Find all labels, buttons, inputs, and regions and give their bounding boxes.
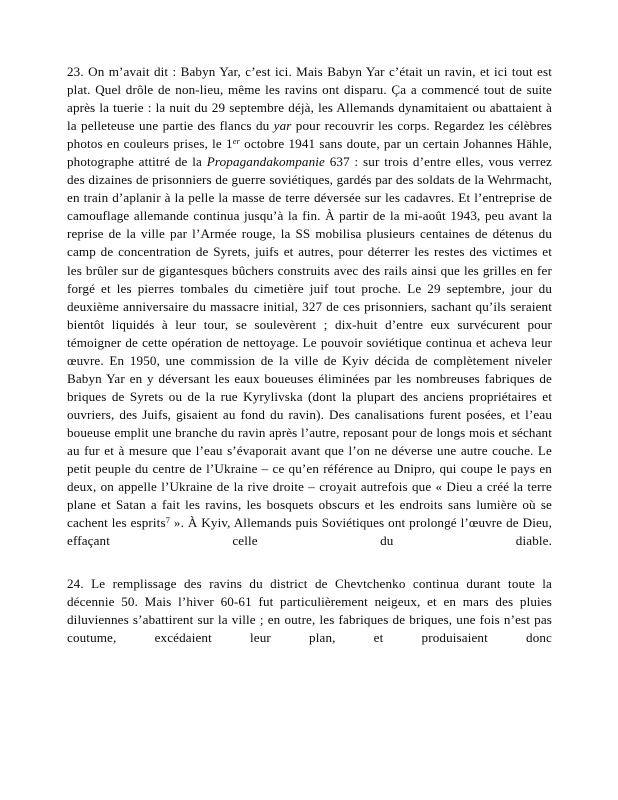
italic-text: Propagandakompanie	[206, 154, 325, 170]
paragraph-24	[67, 575, 552, 665]
body-text: 24. Le remplissage des ravins du district de Chevtchenko continua durant toute la décennie 50. Mais l’hiver 60-61 fut particulièrement neigeux, et en mars des pluies diluviennes s’abattirent sur la ville ; en outre, les fabriques de briques, une fois n’est pas coutume, excédaient leur plan, et produisaient donc	[67, 576, 552, 646]
body-text: 637 : sur trois d’entre elles, vous verrez des dizaines de prisonniers de guerre soviétiques, gardés par des soldats de la Wehrmacht, en train d’aplanir à la pelle la masse de terre déversée sur les cadavres. Et l’entreprise de camouflage allemande continua jusqu’à la fin. À partir de la mi-août 1943, peu avant la reprise de la ville par l’Armée rouge, la SS mobilisa plusieurs centaines de détenus du camp de concentration de Syrets, juifs et autres, pour déterrer les restes des victimes et les brûler sur de gigantesques bûchers construits avec des rails ainsi que les grilles en fer forgé et les pierres tombales du cimetière juif tout proche. Le 29 septembre, jour du deuxième anniversaire du massacre initial, 327 de ces prisonniers, sachant qu’ils seraient bientôt liquidés à leur tour, se soulevèrent ; dix-huit d’entre eux survécurent pour témoigner de cette opération de nettoyage. Le pouvoir soviétique continua et acheva leur œuvre. En 1950, une commission de la ville de Kyiv décida de complètement niveler Babyn Yar en y déversant les eaux boueuses éliminées par les nombreuses fabriques de briques de Syrets ou de la rue Kyrylivska (dont la plupart des anciens propriétaires et ouvriers, des Juifs, gisaient au fond du ravin). Des canalisations furent posées, et l’eau boueuse emplit une branche du ravin après l’autre, reposant pour de longs mois et séchant au fur et à mesure que l’eau s’évaporait avant que l’on ne déverse une autre couche. Le petit peuple du centre de l’Ukraine – ce qu’en référence au Dnipro, qui coupe le pays en deux, on appelle l’Ukraine de la rive droite – croyait autrefois que « Dieu a créé la terre plane et Satan a fait les ravins, les bosquets obscurs et les endroits sans lumière où se cachent les esprits	[67, 154, 552, 531]
body-text: ». À Kyiv, Allemands puis Soviétiques ont prolongé l’œuvre de Dieu, effaçant celle du diable.	[67, 515, 552, 549]
body-text: pour recouvrir les corps. Regardez les célèbres photos en couleurs prises, le 1	[67, 118, 552, 152]
footnote-marker: 7	[165, 516, 171, 526]
paragraph-23	[67, 63, 552, 568]
text-column	[67, 63, 552, 666]
body-text: octobre 1941 sans doute, par un certain Johannes Hähle, photographe attitré de la	[67, 136, 552, 170]
italic-text: yar	[273, 118, 292, 134]
ordinal-suffix: er	[232, 137, 240, 147]
body-text: 23. On m’avait dit : Babyn Yar, c’est ici. Mais Babyn Yar c’était un ravin, et ici tout est plat. Quel drôle de non-lieu, même les ravins ont disparu. Ça a commencé tout de suite après la tuerie : la nuit du 29 septembre déjà, les Allemands dynamitaient ou abattaient à la pelleteuse une partie des flancs du	[67, 64, 552, 134]
